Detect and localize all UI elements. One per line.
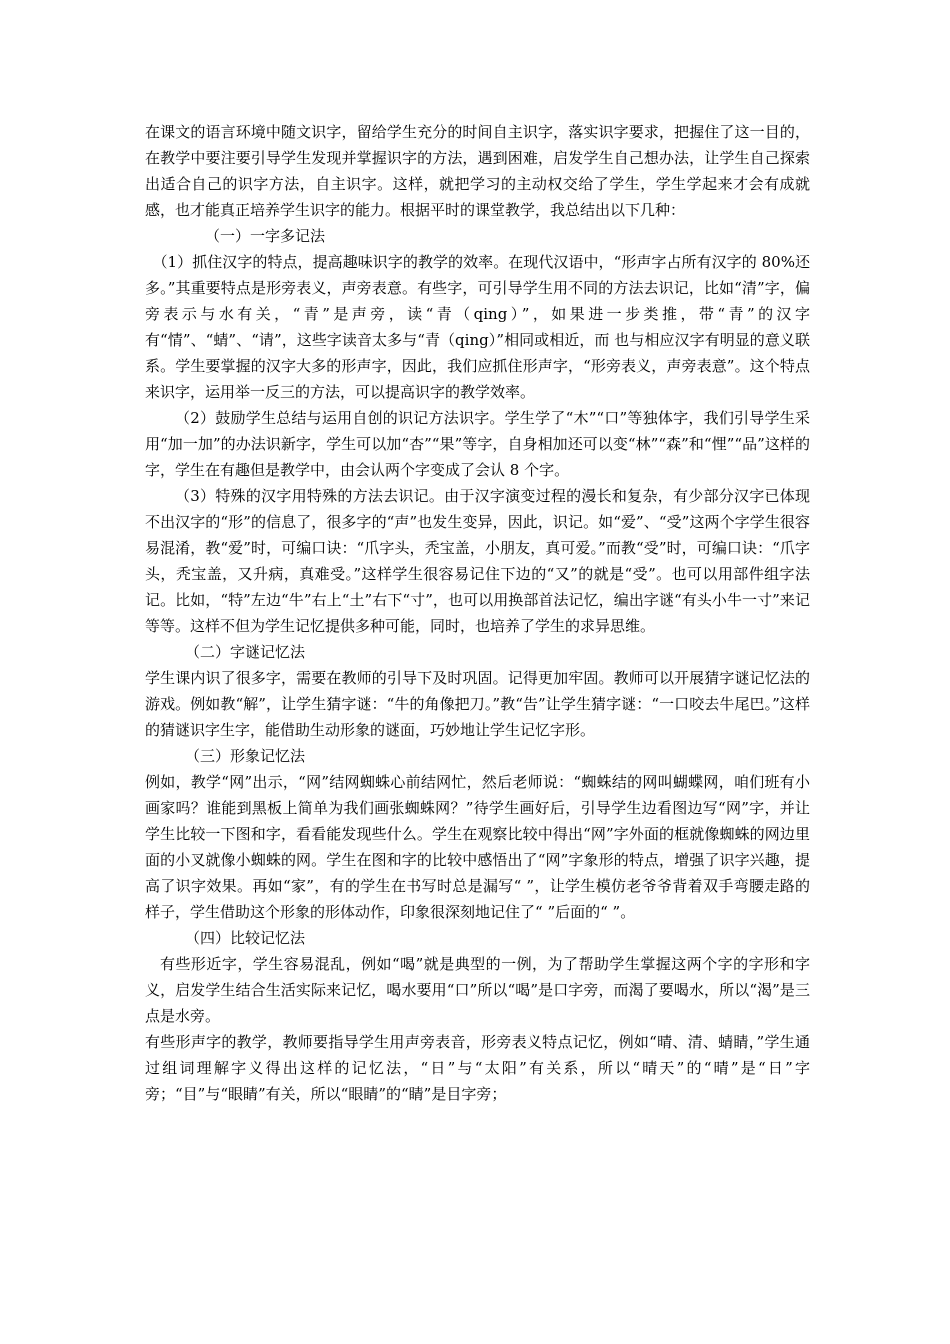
intro-paragraph: 在课文的语言环境中随文识字，留给学生充分的时间自主识字，落实识字要求，把握住了这一目的，在教学中要注要引导学生发现并掌握识字的方法，遇到困难，启发学生自己想办法，让学生自己探索出适合自己的识字方法，自主识字。这样，就把学习的主动权交给了学生，学生学起来才会有成就感，也才能真正培养学生识字的能力。根据平时的课堂教学，我总结出以下几种： (145, 123, 810, 219)
paragraph-3: （3）特殊的汉字用特殊的方法去识记。由于汉字演变过程的漫长和复杂，有少部分汉字已体现不出汉字的“形”的信息了，很多字的“声”也发生变异，因此，识记。如“爱”、“受”这两个字学生很容易混淆，教“爱”时，可编口诀：“爪字头，秃宝盖，小朋友，真可爱。”而教“受”时，可编口诀：“爪字头，秃宝盖，又升病，真难受。”这样学生很容易记住下边的“又”的就是“受”。也可以用部件组字法记。比如，“特”左边“牛”右上“土”右下“寸”，也可以用换部首法记忆，编出字谜“有头小牛一寸”来记等等。这样不但为学生记忆提供多种可能，同时，也培养了学生的求异思维。 (145, 487, 810, 635)
paragraph-6: 有些形近字，学生容易混乱，例如“喝”就是典型的一例，为了帮助学生掌握这两个字的字形和字义，启发学生结合生活实际来记忆，喝水要用“口”所以“喝”是口字旁，而渴了要喝水，所以“渴”是三点是水旁。 (145, 955, 810, 1025)
paragraph-2: （2）鼓励学生总结与运用自创的识记方法识字。学生学了“木”“口”等独体字，我们引导学生采用“加一加”的办法识新字，学生可以加“杏”“果”等字，自身相加还可以变“林”“森”和“悝”“品”这样的字，学生在有趣但是教学中，由会认两个字变成了会认 8 个字。 (145, 409, 810, 479)
paragraph-7: 有些形声字的教学，教师要指导学生用声旁表音，形旁表义特点记忆，例如“晴、清、蜻睛，”学生通过组词理解字义得出这样的记忆法，“日”与“太阳”有关系，所以“晴天”的“晴”是“日”字旁；“目”与“眼睛”有关，所以“眼睛”的“睛”是目字旁； (145, 1033, 810, 1103)
document-page (145, 119, 810, 1107)
paragraph-4: 学生课内识了很多字，需要在教师的引导下及时巩固。记得更加牢固。教师可以开展猜字谜记忆法的游戏。例如教“解”，让学生猜字谜：“牛的角像把刀。”教“告”让学生猜字谜：“一口咬去牛尾巴。”这样的猜谜识字生字，能借助生动形象的谜面，巧妙地让学生记忆字形。 (145, 669, 810, 739)
section-heading-2: （二）字谜记忆法 (185, 643, 306, 661)
section-heading-4: （四）比较记忆法 (185, 929, 306, 947)
section-heading-3: （三）形象记忆法 (185, 747, 306, 765)
section-heading-1: （一）一字多记法 (205, 227, 326, 245)
paragraph-5: 例如，教学“网”出示，“网”结网蜘蛛心前结网忙，然后老师说：“蜘蛛结的网叫蝴蝶网，咱们班有小画家吗？谁能到黑板上简单为我们画张蜘蛛网？”待学生画好后，引导学生边看图边写“网”字，并让学生比较一下图和字，看看能发现些什么。学生在观察比较中得出“网”字外面的框就像蜘蛛的网边里面的小叉就像小蜘蛛的网。学生在图和字的比较中感悟出了“网”字象形的特点，增强了识字兴趣，提高了识字效果。再如“家”，有的学生在书写时总是漏写“ ”，让学生模仿老爷爷背着双手弯腰走路的样子，学生借助这个形象的形体动作，印象很深刻地记住了“ ”后面的“ ”。 (145, 773, 810, 921)
paragraph-1: （1）抓住汉字的特点，提高趣味识字的教学的效率。在现代汉语中，“形声字占所有汉字的 80%还多。”其重要特点是形旁表义，声旁表意。有些字，可引导学生用不同的方法去识记，比如“清”字，偏旁表示与水有关，“青”是声旁，读“青（qing）”，如果进一步类推，带“青”的汉字有“情”、“蜻”、“请”，这些字读音太多与“青（qing）”相同或相近，而 也与相应汉字有明显的意义联系。学生要掌握的汉字大多的形声字，因此，我们应抓住形声字，“形旁表义，声旁表意”。这个特点来识字，运用举一反三的方法，可以提高识字的教学效率。 (145, 253, 810, 401)
